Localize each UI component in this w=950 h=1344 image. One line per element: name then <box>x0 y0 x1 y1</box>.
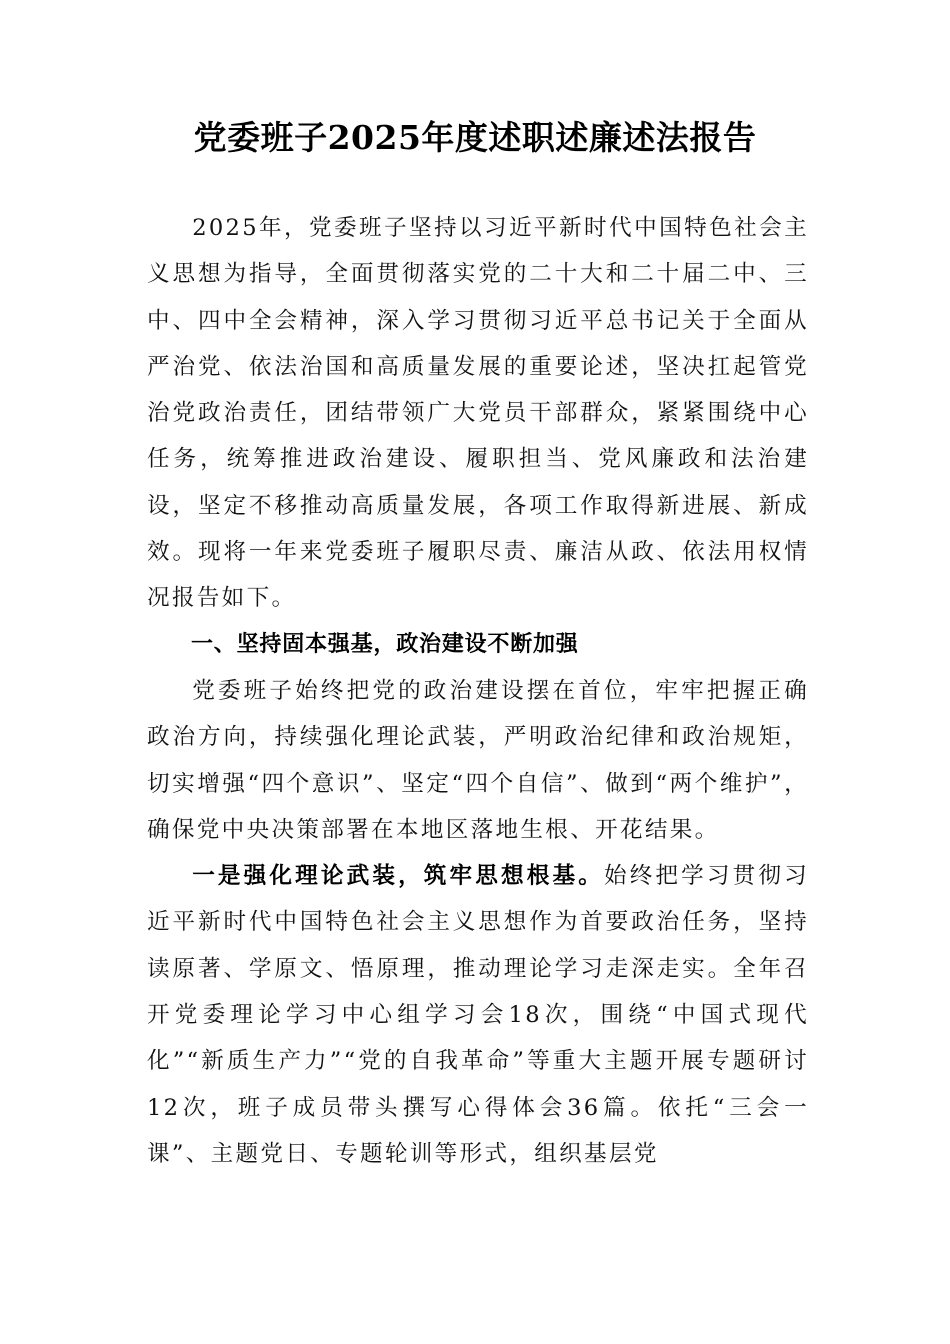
item-paragraph <box>147 853 809 1177</box>
item-lead: 一是强化理论武装，筑牢思想根基。 <box>192 863 604 890</box>
intro-paragraph: 2025年，党委班子坚持以习近平新时代中国特色社会主义思想为指导，全面贯彻落实党的二十大和二十届二中、三中、四中全会精神，深入学习贯彻习近平总书记关于全面从严治党、依法治国和高质量发展的重要论述，坚决扛起管党治党政治责任，团结带领广大党员干部群众，紧紧围绕中心任务，统筹推进政治建设、履职担当、党风廉政和法治建设，坚定不移推动高质量发展，各项工作取得新进展、新成效。现将一年来党委班子履职尽责、廉洁从政、依法用权情况报告如下。 <box>147 215 809 612</box>
document-title: 党委班子2025年度述职述廉述法报告 <box>193 118 757 157</box>
section-paragraph: 党委班子始终把党的政治建设摆在首位，牢牢把握正确政治方向，持续强化理论武装，严明政治纪律和政治规矩，切实增强“四个意识”、坚定“四个自信”、做到“两个维护”，确保党中央决策部署在本地区落地生根、开花结果。 <box>147 677 809 843</box>
document-body <box>147 205 809 1177</box>
section-heading: 一、坚持固本强基，政治建设不断加强 <box>191 631 579 657</box>
item-text: 始终把学习贯彻习近平新时代中国特色社会主义思想作为首要政治任务，坚持读原著、学原文、悟原理，推动理论学习走深走实。全年召开党委理论学习中心组学习会18次，围绕“中国式现代化”“新质生产力”“党的自我革命”等重大主题开展专题研讨12次，班子成员带头撰写心得体会36篇。依托“三会一课”、主题党日、专题轮训等形式，组织基层党 <box>147 863 809 1167</box>
